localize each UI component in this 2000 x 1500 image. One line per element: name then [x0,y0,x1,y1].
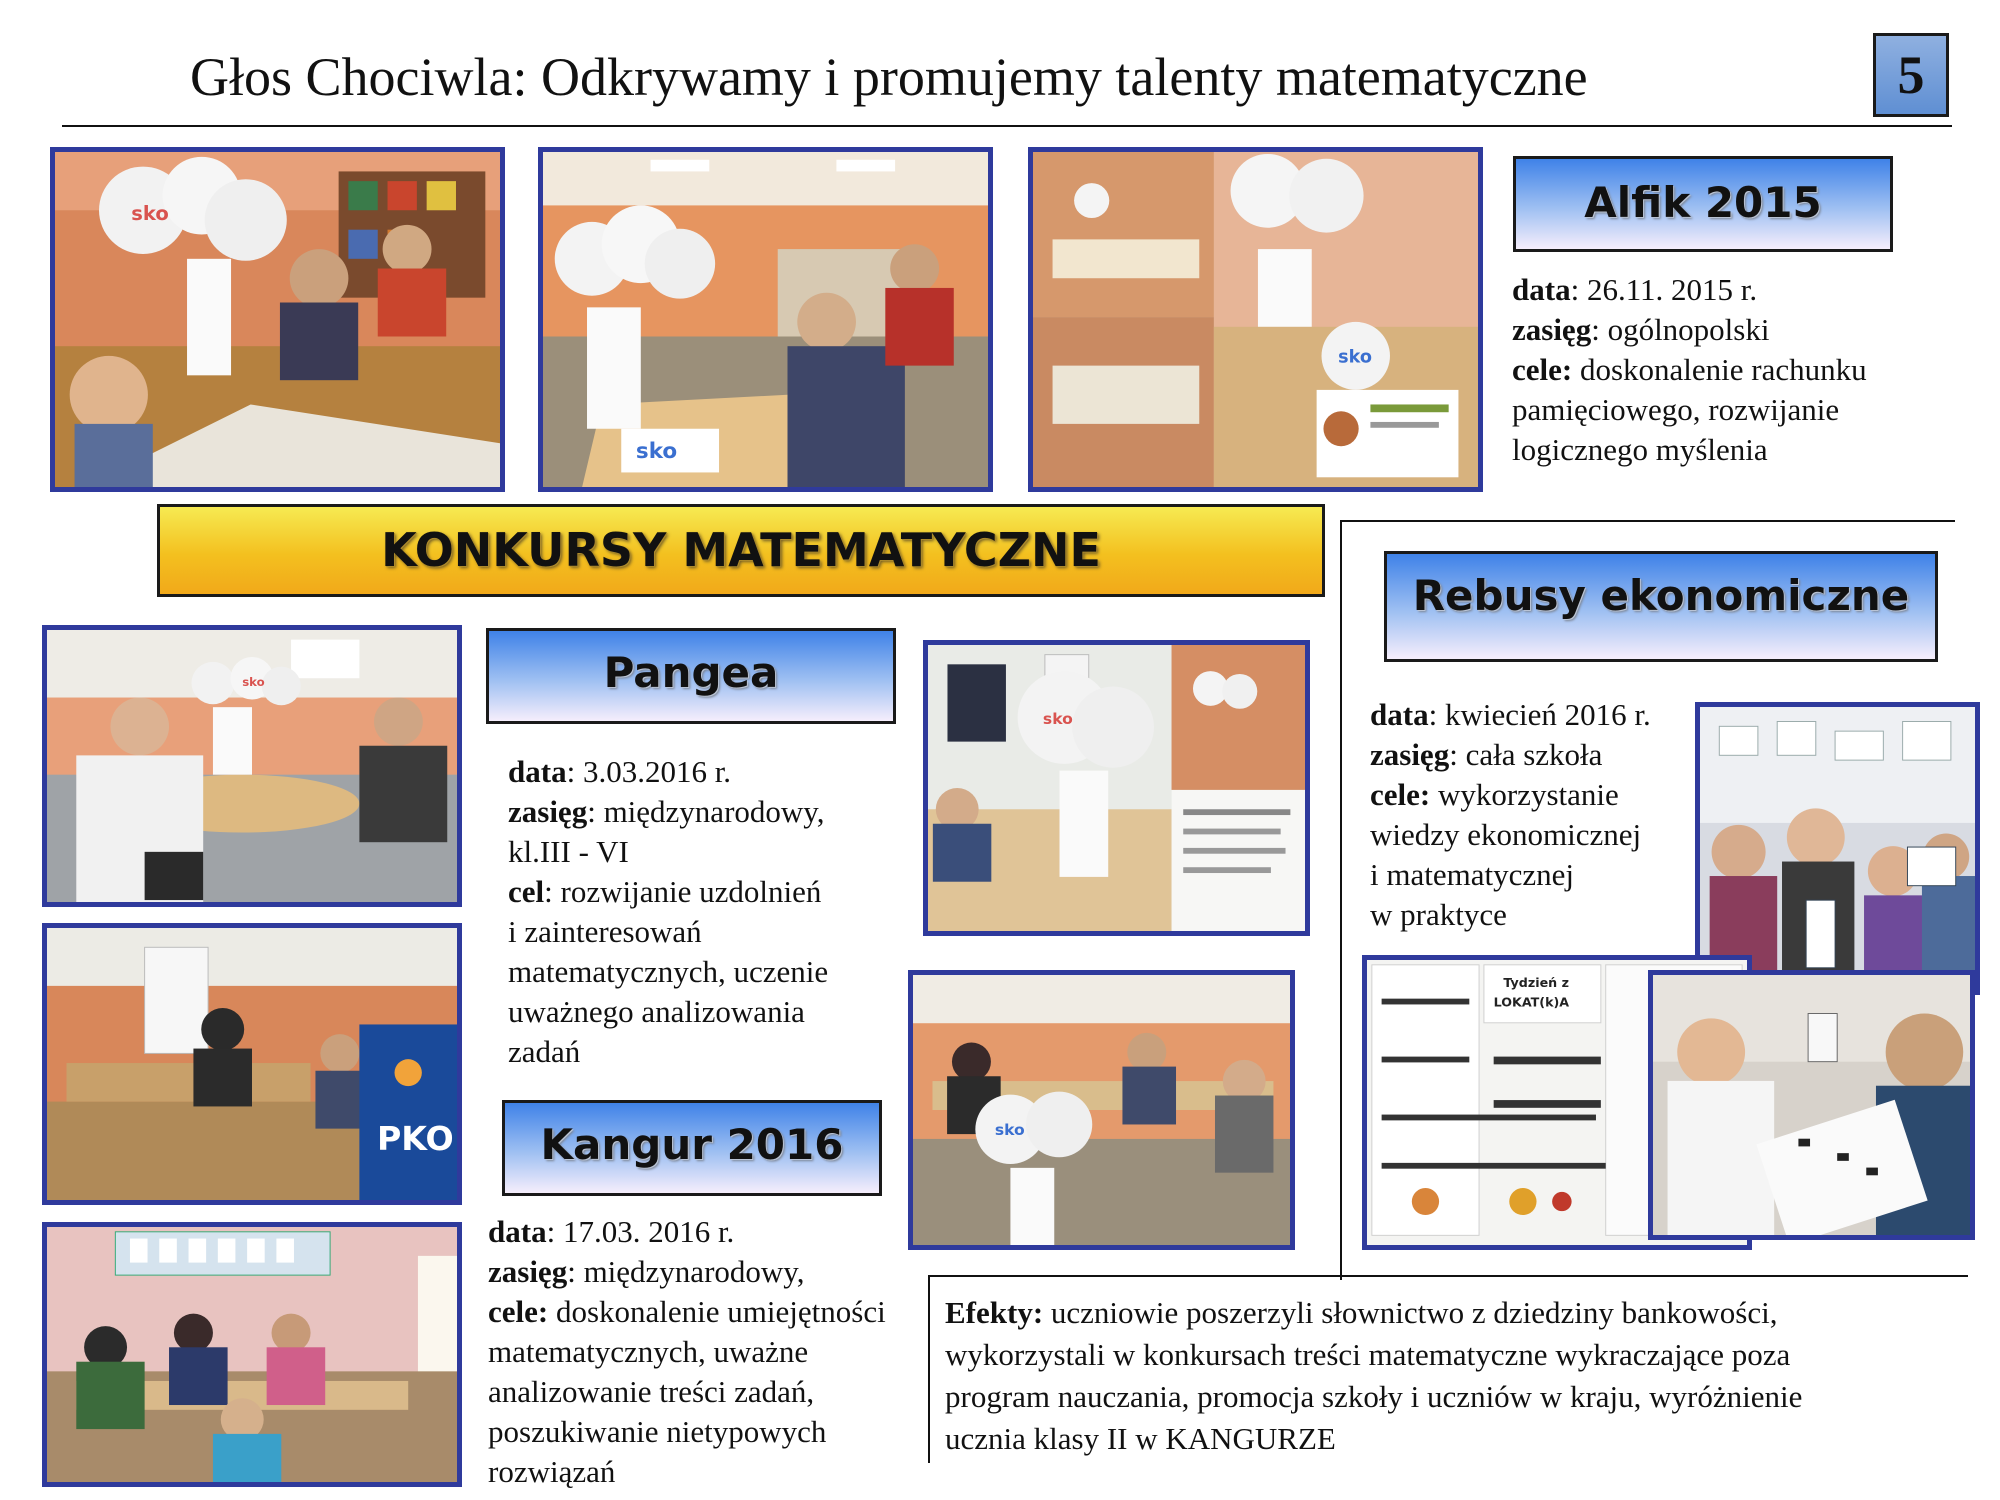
photo-pangea-classroom [42,625,462,907]
pangea-cel-line2: i zainteresowań [508,914,702,949]
rebusy-left-line [1340,520,1342,1280]
balloon-logo-text: sko [1042,710,1073,729]
kangur-info [488,1212,928,1492]
pangea-zasieg-label: zasięg [508,794,588,829]
efekty-top-line [928,1275,1968,1277]
alfik-cele-line2: pamięciowego, rozwijanie [1512,392,1840,427]
efekty-line3: program nauczania, promocja szkoły i uczniów w kraju, wyróżnienie [945,1379,1803,1414]
photo-kangur-center-image [913,975,1290,1245]
kangur-zasieg-value: : międzynarodowy, [567,1254,805,1289]
kangur-data-label: data [488,1214,547,1249]
alfik-cele-line1: doskonalenie rachunku [1572,352,1867,387]
photo-rebusy-activity-image [1653,975,1970,1235]
photo-pangea-center-image [928,645,1305,931]
rebus-board-line1: Tydzień z [1503,975,1569,991]
kangur-data-value: : 17.03. 2016 r. [546,1214,735,1249]
kangur-cele-line1: doskonalenie umiejętności [548,1294,886,1329]
alfik-data-label: data [1512,272,1571,307]
photo-pangea-2-image [47,928,457,1200]
balloon-logo-text: sko [994,1121,1025,1140]
balloon-logo-text: sko [131,202,169,225]
page-number-badge: 5 [1873,33,1949,117]
pangea-zasieg-line2: kl.III - VI [508,834,629,869]
alfik-cele-label: cele: [1512,352,1573,387]
page-title: Głos Chociwla: Odkrywamy i promujemy talenty matematyczne [190,47,1588,107]
photo-kangur-1-image [47,1227,457,1482]
header-pangea: Pangea [486,628,896,724]
rebusy-data-value: : kwiecień 2016 r. [1428,697,1651,732]
rebusy-zasieg-value: : cała szkoła [1449,737,1603,772]
alfik-cele-line3: logicznego myślenia [1512,432,1768,467]
efekty-text [945,1292,1965,1460]
pangea-cel-label: cel [508,874,545,909]
rebusy-cele-label: cele: [1370,777,1431,812]
kangur-zasieg-label: zasięg [488,1254,568,1289]
rebusy-top-line [1340,520,1955,522]
rebus-board-line2: LOKAT(k)A [1493,994,1570,1010]
balloon-logo-text: sko [635,438,678,464]
pangea-cel-line4: uważnego analizowania [508,994,805,1029]
header-alfik: Alfik 2015 [1513,156,1893,252]
photo-kangur-classroom [42,1222,462,1487]
efekty-line4: ucznia klasy II w KANGURZE [945,1421,1336,1456]
kangur-cele-line2: matematycznych, uważne [488,1334,809,1369]
photo-alfik-3-image [1033,152,1478,487]
photo-alfik-classroom-2 [538,147,993,492]
banner-konkursy: KONKURSY MATEMATYCZNE [157,504,1325,597]
pangea-info [508,752,928,1072]
pangea-zasieg-value: : międzynarodowy, [587,794,825,829]
photo-rebusy-activity [1648,970,1975,1240]
alfik-info [1512,270,1992,470]
rebusy-cele-line4: w praktyce [1370,897,1507,932]
header-rebusy: Rebusy ekonomiczne [1384,551,1938,662]
photo-rebusy-students [1695,702,1980,995]
rebusy-cele-line2: wiedzy ekonomicznej [1370,817,1642,852]
efekty-left-line [928,1275,930,1463]
alfik-zasieg-value: : ogólnopolski [1591,312,1770,347]
photo-kangur-center [908,970,1295,1250]
pangea-cel-value: : rozwijanie uzdolnień [544,874,822,909]
efekty-line2: wykorzystali w konkursach treści matematyczne wykraczające poza [945,1337,1791,1372]
balloon-logo-text: sko [1338,347,1372,368]
rebusy-cele-line3: i matematycznej [1370,857,1574,892]
pangea-data-value: : 3.03.2016 r. [566,754,732,789]
kangur-cele-line5: rozwiązań [488,1454,616,1489]
pangea-cel-line5: zadań [508,1034,581,1069]
kangur-cele-label: cele: [488,1294,549,1329]
alfik-data-value: : 26.11. 2015 r. [1570,272,1758,307]
photo-alfik-1-image [55,152,500,487]
rebusy-data-label: data [1370,697,1429,732]
kangur-cele-line3: analizowanie treści zadań, [488,1374,815,1409]
photo-pangea-1-image [47,630,457,902]
pangea-cel-line3: matematycznych, uczenie [508,954,829,989]
efekty-line1: uczniowie poszerzyli słownictwo z dziedziny bankowości, [1043,1295,1778,1330]
photo-pangea-center [923,640,1310,936]
photo-alfik-collage [1028,147,1483,492]
rebusy-info [1370,695,1700,935]
rebusy-cele-line1: wykorzystanie [1430,777,1619,812]
photo-alfik-classroom-1 [50,147,505,492]
kangur-cele-line4: poszukiwanie nietypowych [488,1414,827,1449]
alfik-zasieg-label: zasięg [1512,312,1592,347]
balloon-logo-text: sko [242,675,265,689]
title-underline [62,125,1952,127]
efekty-label: Efekty: [945,1295,1044,1330]
pko-banner-text: PKO [376,1119,454,1158]
photo-rebusy-students-image [1700,707,1975,990]
photo-pangea-pko [42,923,462,1205]
pangea-data-label: data [508,754,567,789]
photo-alfik-2-image [543,152,988,487]
header-kangur: Kangur 2016 [502,1100,882,1196]
rebusy-zasieg-label: zasięg [1370,737,1450,772]
